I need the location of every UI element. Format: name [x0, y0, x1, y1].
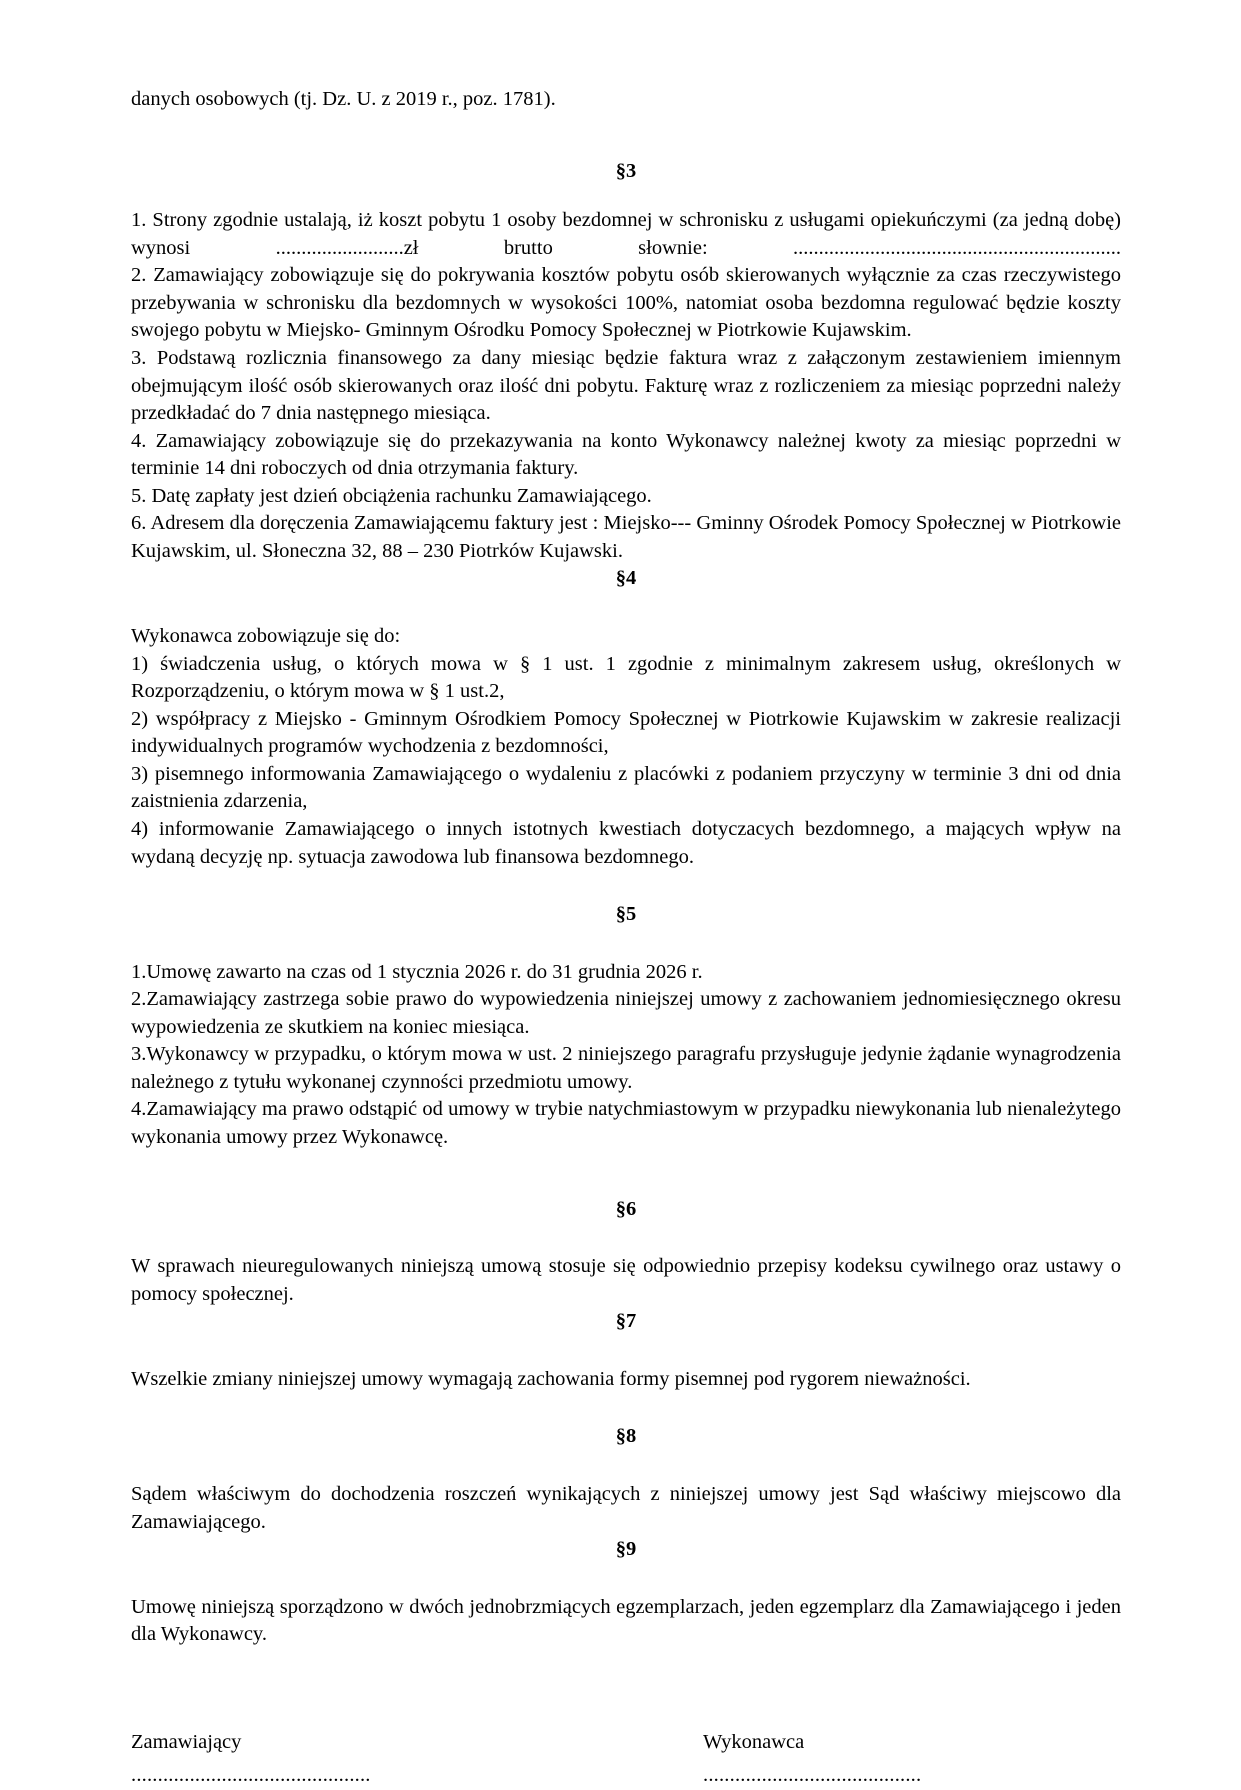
- section-4-item-3: 3) pisemnego informowania Zamawiającego o wydaleniu z placówki z podaniem przyczyny w terminie 3 dni od dnia zaistnienia zdarzenia,: [131, 762, 1121, 813]
- section-heading-7: §7: [615, 1310, 637, 1333]
- spacer: [131, 1707, 1121, 1729]
- spacer: [131, 1564, 1121, 1594]
- section-heading-5: §5: [615, 903, 637, 926]
- section-5-item-2: 2.Zamawiający zastrzega sobie prawo do wypowiedzenia niniejszej umowy z zachowaniem jednomiesięcznego okresu wypowiedzenia ze skutkiem na koniec miesiąca.: [131, 988, 1121, 1038]
- spacer: [131, 929, 1121, 959]
- spacer: [131, 185, 1121, 207]
- section-7-body: Wszelkie zmiany niniejszej umowy wymagają zachowania formy pisemnej pod rygorem nieważności.: [131, 1367, 971, 1390]
- section-5-item-3: 3.Wykonawcy w przypadku, o którym mowa w ust. 2 niniejszego paragrafu przysługuje jedynie żądanie wynagrodzenia należnego z tytułu wykonanej czynności przedmiotu umowy.: [131, 1043, 1121, 1093]
- signature-label-wykonawca: Wykonawca: [703, 1730, 805, 1753]
- spacer: [131, 114, 1121, 158]
- section-3-item-3: 3. Podstawą rozlicznia finansowego za dany miesiąc będzie faktura wraz z załączonym zestawieniem imiennym obejmującym ilość osób skierowanych oraz ilość dni pobytu. Fakturę wraz z rozliczeniem za miesiąc poprzedni należy przedkładać do 7 dnia następnego miesiąca.: [131, 346, 1121, 425]
- signature-label-zamawiajacy: Zamawiający: [131, 1730, 242, 1753]
- spacer: [131, 1152, 1121, 1196]
- section-3-item-6: 6. Adresem dla doręczenia Zamawiającemu faktury jest : Miejsko--- Gminny Ośrodek Pomocy Społecznej w Piotrkowie Kujawskim, ul. Słoneczna 32, 88 – 230 Piotrków Kujawski.: [131, 512, 1121, 562]
- spacer: [131, 1649, 1121, 1707]
- signature-lines-row: [131, 1762, 1121, 1790]
- section-4-item-1: 1) świadczenia usług, o których mowa w § 1 ust. 1 zgodnie z minimalnym zakresem usług, określonych w Rozporządzeniu, o którym mowa w § 1 ust.2,: [131, 652, 1121, 703]
- section-heading-3: §3: [615, 159, 637, 182]
- spacer: [131, 1451, 1121, 1481]
- section-6-body: W sprawach nieuregulowanych niniejszą umową stosuje się odpowiednio przepisy kodeksu cywilnego oraz ustawy o pomocy społecznej.: [131, 1255, 1121, 1305]
- section-heading-6: §6: [615, 1197, 637, 1220]
- intro-continuation-line: danych osobowych (tj. Dz. U. z 2019 r., poz. 1781).: [131, 88, 556, 110]
- spacer: [131, 1223, 1121, 1253]
- signature-line-wykonawca: .........................................: [703, 1764, 922, 1787]
- section-4-lead: Wykonawca zobowiązuje się do:: [131, 625, 401, 647]
- section-9-body: Umowę niniejszą sporządzono w dwóch jednobrzmiących egzemplarzach, jeden egzemplarz dla Zamawiającego i jeden dla Wykonawcy.: [131, 1595, 1121, 1646]
- section-4-item-2: 2) współpracy z Miejsko - Gminnym Ośrodkiem Pomocy Społecznej w Piotrkowie Kujawskim w zakresie realizacji indywidualnych programów wychodzenia z bezdomności,: [131, 707, 1121, 758]
- spacer: [131, 1393, 1121, 1423]
- section-3-item-5: 5. Datę zapłaty jest dzień obciążenia rachunku Zamawiającego.: [131, 484, 652, 507]
- section-8-body: Sądem właściwym do dochodzenia roszczeń wynikających z niniejszej umowy jest Sąd właściwy miejscowo dla Zamawiającego.: [131, 1482, 1121, 1533]
- section-3-item-4: 4. Zamawiający zobowiązuje się do przekazywania na konto Wykonawcy należnej kwoty za miesiąc poprzedni w terminie 14 dni roboczych od dnia otrzymania faktury.: [131, 429, 1121, 480]
- signature-line-zamawiajacy: .............................................: [131, 1764, 371, 1787]
- section-4-item-4: 4) informowanie Zamawiającego o innych istotnych kwestiach dotyczacych bezdomnego, a mających wpływ na wydaną decyzję np. sytuacja zawodowa lub finansowa bezdomnego.: [131, 817, 1121, 868]
- spacer: [131, 871, 1121, 901]
- section-5-item-1: 1.Umowę zawarto na czas od 1 stycznia 2026 r. do 31 grudnia 2026 r.: [131, 960, 703, 983]
- section-heading-9: §9: [615, 1538, 637, 1561]
- signature-labels-row: [131, 1729, 1121, 1757]
- section-heading-4: §4: [615, 567, 637, 590]
- section-3-item-1: 1. Strony zgodnie ustalają, iż koszt pobytu 1 osoby bezdomnej w schronisku z usługami opiekuńczymi (za jedną dobę) wynosi .........................zł brutto słownie: ................................................................: [131, 209, 1121, 259]
- document-body: [131, 86, 1121, 1790]
- section-3-item-2: 2. Zamawiający zobowiązuje się do pokrywania kosztów pobytu osób skierowanych wyłącznie za czas rzeczywistego przebywania w schronisku dla bezdomnych w wysokości 100%, natomiat osoba bezdomna regulować będzie koszty swojego pobytu w Miejsko- Gminnym Ośrodku Pomocy Społecznej w Piotrkowie Kujawskim.: [131, 264, 1121, 342]
- spacer: [131, 1336, 1121, 1366]
- section-5-item-4: 4.Zamawiający ma prawo odstąpić od umowy w trybie natychmiastowym w przypadku niewykonania lub nienależytego wykonania umowy przez Wykonawcę.: [131, 1098, 1121, 1148]
- spacer: [131, 593, 1121, 623]
- section-heading-8: §8: [615, 1425, 637, 1448]
